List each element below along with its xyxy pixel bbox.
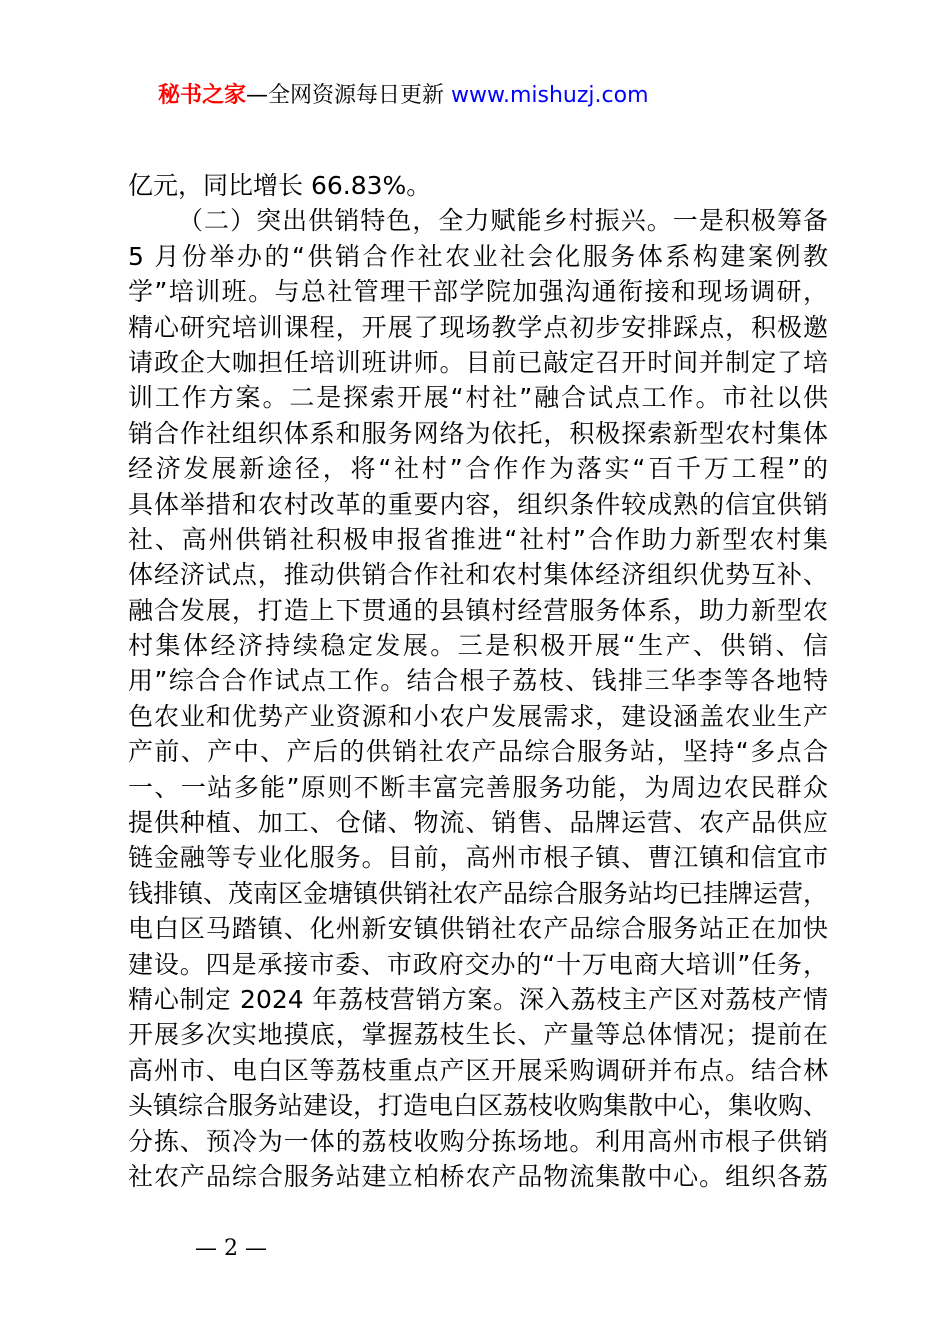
body-line: 色农业和优势产业资源和小农户发展需求，建设涵盖农业生产: [128, 701, 828, 731]
body-line: 训工作方案。二是探索开展“村社”融合试点工作。市社以供: [128, 383, 828, 413]
body-line: 社、高州供销社积极申报省推进“社村”合作助力新型农村集: [128, 524, 828, 554]
body-line: 亿元，同比增长 66.83%。: [128, 171, 432, 200]
body-line: 一、一站多能”原则不断丰富完善服务功能，为周边农民群众: [128, 772, 828, 802]
brand-name: 秘书之家: [158, 83, 247, 108]
body-line: 提供种植、加工、仓储、物流、销售、品牌运营、农产品供应: [128, 808, 828, 838]
body-line: 钱排镇、茂南区金塘镇供销社农产品综合服务站均已挂牌运营，: [128, 878, 829, 908]
header-slogan: —全网资源每日更新: [246, 83, 452, 108]
body-line: 精心制定 2024 年荔枝营销方案。深入荔枝主产区对荔枝产情: [128, 984, 828, 1014]
site-url-link[interactable]: www.mishuzj.com: [451, 83, 649, 108]
body-line: 开展多次实地摸底，掌握荔枝生长、产量等总体情况；提前在: [128, 1020, 828, 1050]
body-line: 高州市、电白区等荔枝重点产区开展采购调研并布点。结合林: [128, 1055, 828, 1085]
body-line: 精心研究培训课程，开展了现场教学点初步安排踩点，积极邀: [128, 312, 828, 342]
body-line: 电白区马踏镇、化州新安镇供销社农产品综合服务站正在加快: [128, 914, 828, 944]
body-line: 产前、产中、产后的供销社农产品综合服务站，坚持“多点合: [128, 737, 828, 767]
body-line: 具体举措和农村改革的重要内容，组织条件较成熟的信宜供销: [128, 489, 828, 519]
body-line: 用”综合合作试点工作。结合根子荔枝、钱排三华李等各地特: [128, 666, 828, 696]
body-line: 村集体经济持续稳定发展。三是积极开展“生产、供销、信: [128, 631, 828, 661]
body-line: 头镇综合服务站建设，打造电白区荔枝收购集散中心，集收购、: [128, 1091, 829, 1121]
body-line: 体经济试点，推动供销合作社和农村集体经济组织优势互补、: [128, 560, 828, 590]
body-line: 链金融等专业化服务。目前，高州市根子镇、曹江镇和信宜市: [128, 843, 828, 873]
body-line: 社农产品综合服务站建立柏桥农产品物流集散中心。组织各荔: [128, 1161, 828, 1191]
body-line: 请政企大咖担任培训班讲师。目前已敲定召开时间并制定了培: [128, 347, 828, 377]
body-line: （二）突出供销特色，全力赋能乡村振兴。一是积极筹备: [178, 206, 828, 236]
site-header: [158, 80, 649, 112]
document-body: [128, 168, 828, 1194]
body-line: 融合发展，打造上下贯通的县镇村经营服务体系，助力新型农: [128, 595, 828, 625]
body-line: 建设。四是承接市委、市政府交办的“十万电商大培训”任务，: [128, 949, 828, 979]
body-line: 5 月份举办的“供销合作社农业社会化服务体系构建案例教: [128, 241, 828, 271]
body-line: 学”培训班。与总社管理干部学院加强沟通衔接和现场调研，: [128, 277, 828, 307]
body-line: 分拣、预冷为一体的荔枝收购分拣场地。利用高州市根子供销: [128, 1126, 828, 1156]
page-number: — 2 —: [195, 1236, 267, 1261]
body-line: 经济发展新途径，将“社村”合作作为落实“百千万工程”的: [128, 454, 828, 484]
body-line: 销合作社组织体系和服务网络为依托，积极探索新型农村集体: [128, 418, 828, 448]
